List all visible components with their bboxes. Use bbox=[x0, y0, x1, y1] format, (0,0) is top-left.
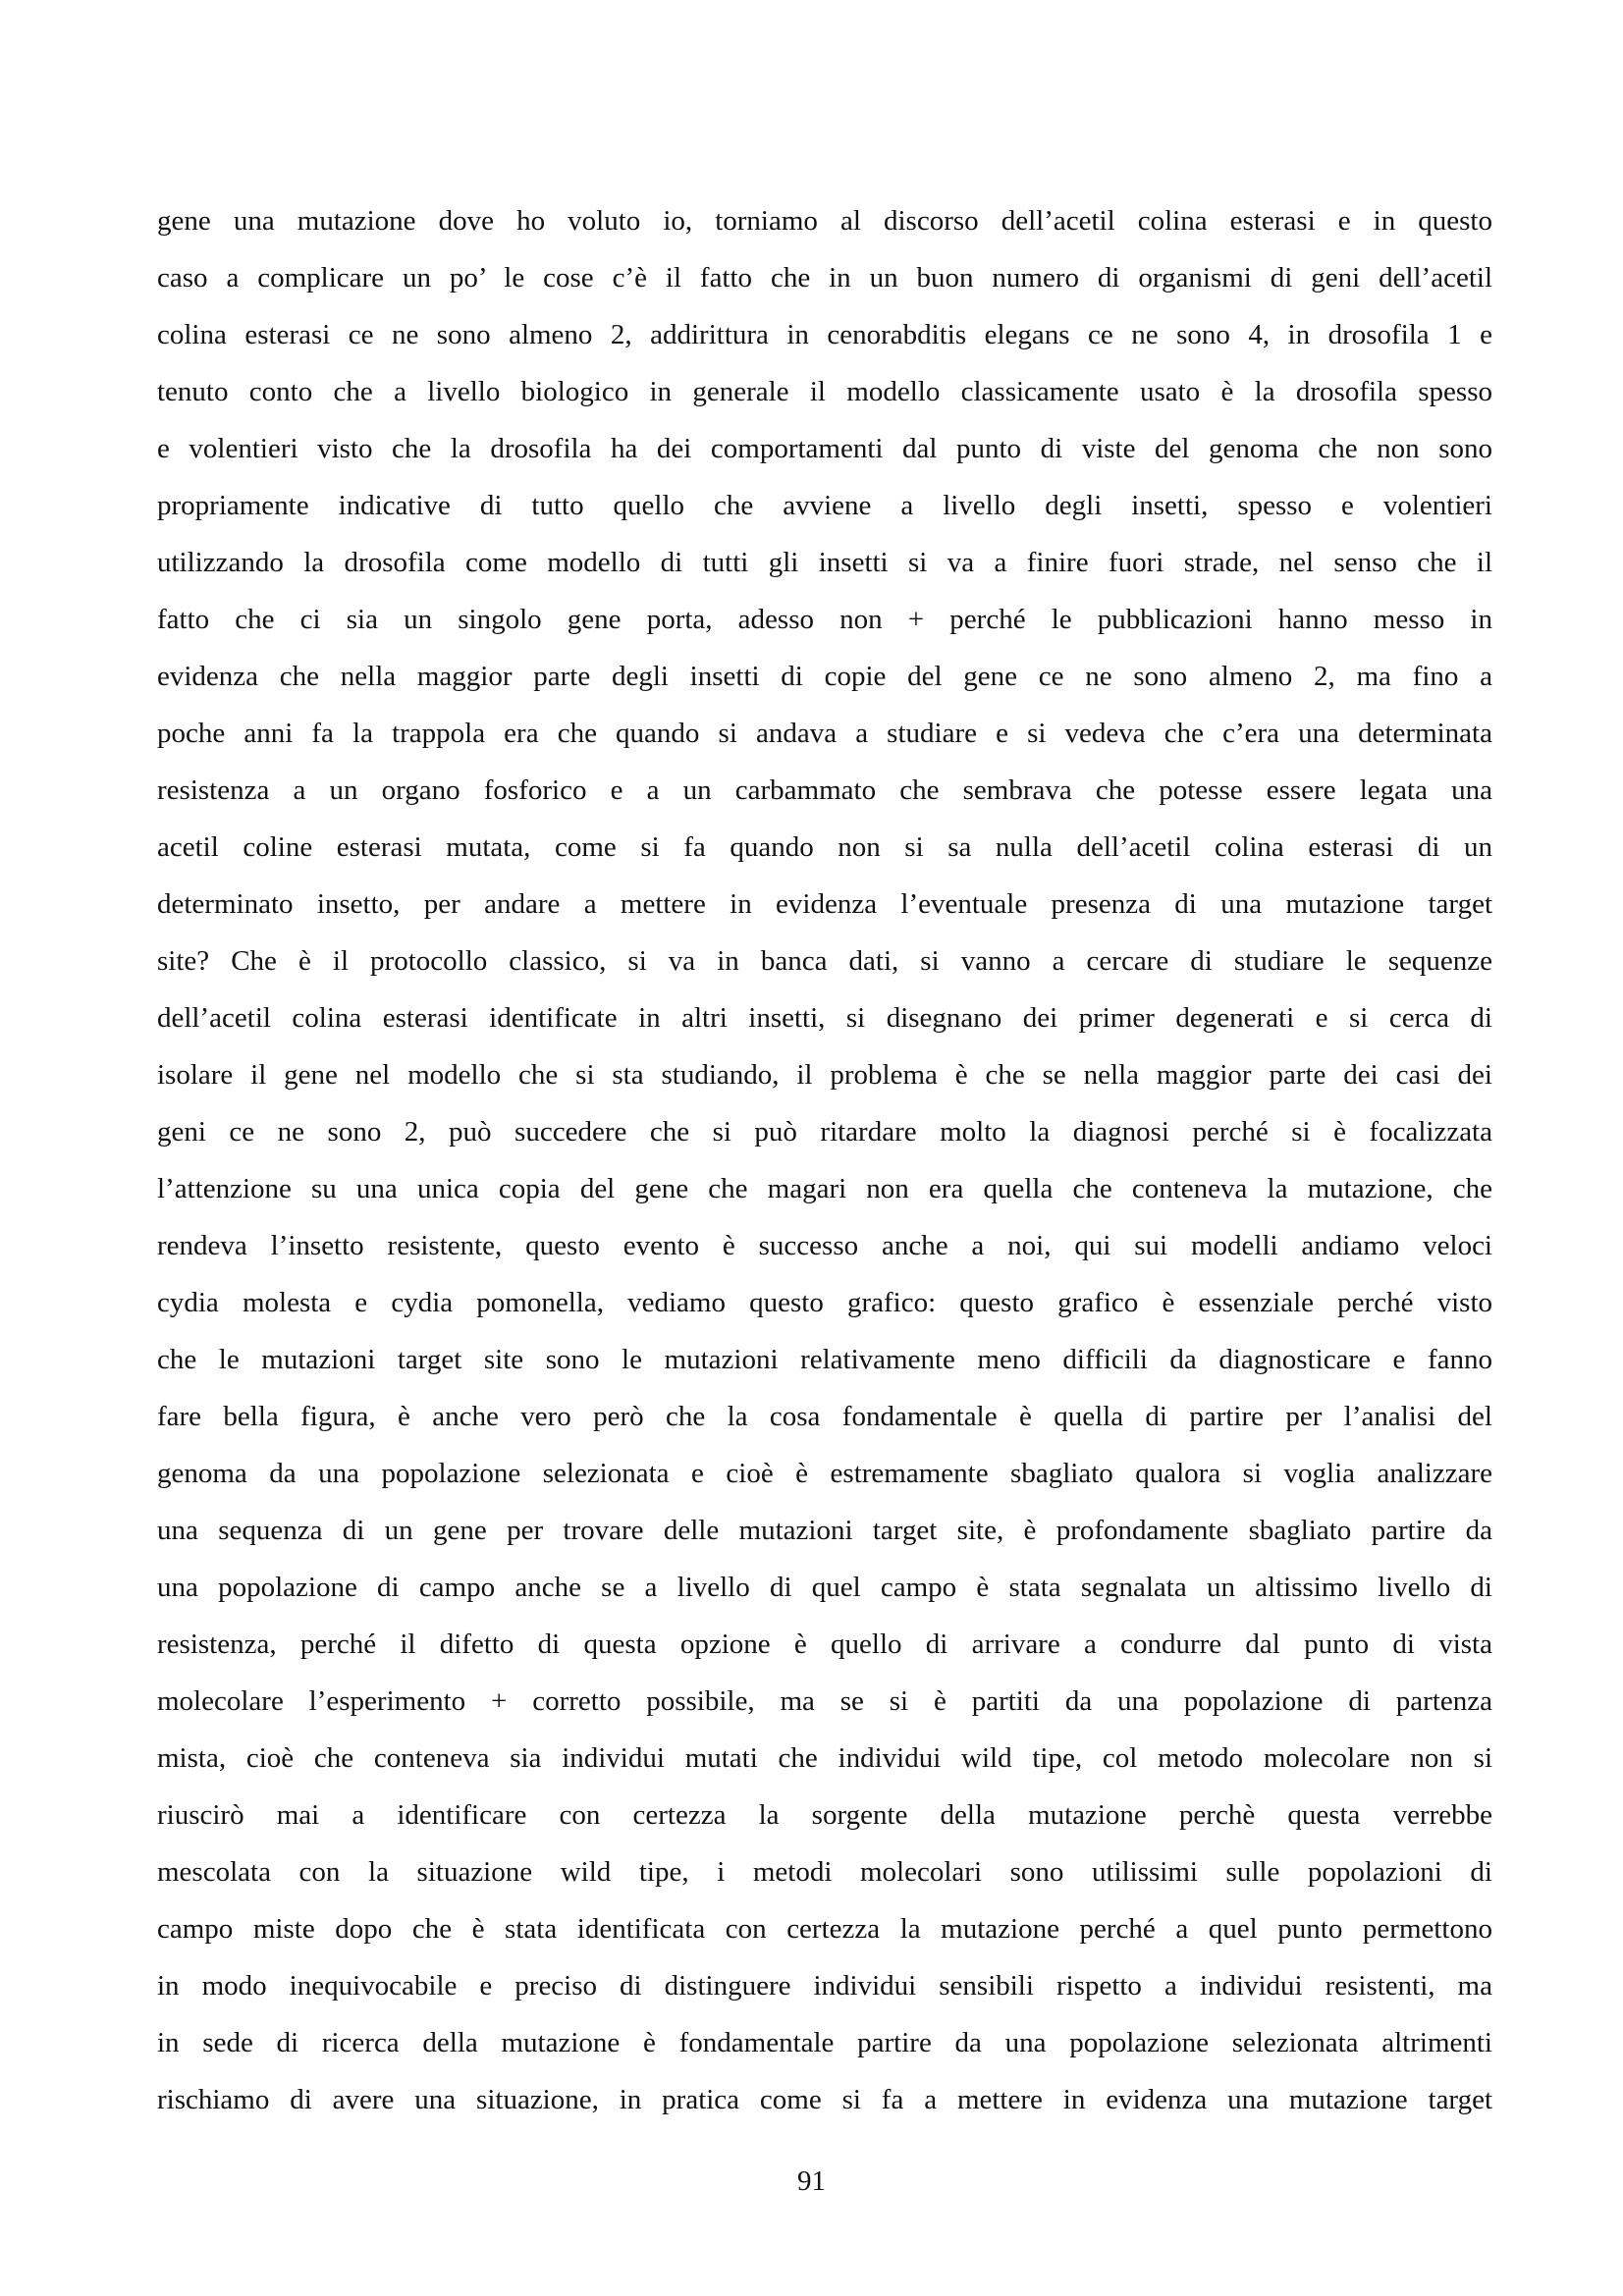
text-line: utilizzando la drosofila come modello di tutti gli insetti si va a finire fuori strade, nel senso che il bbox=[157, 547, 1492, 578]
text-line: gene una mutazione dove ho voluto io, torniamo al discorso dell’acetil colina esterasi e in questo bbox=[157, 205, 1492, 237]
text-line: rischiamo di avere una situazione, in pratica come si fa a mettere in evidenza una mutazione target bbox=[157, 2084, 1492, 2115]
text-line: acetil coline esterasi mutata, come si fa quando non si sa nulla dell’acetil colina esterasi di un bbox=[157, 831, 1492, 863]
text-line: una popolazione di campo anche se a livello di quel campo è stata segnalata un altissimo livello di bbox=[157, 1572, 1492, 1603]
text-line: una sequenza di un gene per trovare delle mutazioni target site, è profondamente sbagliato partire da bbox=[157, 1515, 1492, 1546]
text-line: riuscirò mai a identificare con certezza la sorgente della mutazione perchè questa verrebbe bbox=[157, 1799, 1492, 1831]
text-line: in sede di ricerca della mutazione è fondamentale partire da una popolazione selezionata altrimenti bbox=[157, 2027, 1492, 2058]
text-line: cydia molesta e cydia pomonella, vediamo questo grafico: questo grafico è essenziale perché visto bbox=[157, 1287, 1492, 1318]
text-line: evidenza che nella maggior parte degli insetti di copie del gene ce ne sono almeno 2, ma fino a bbox=[157, 661, 1492, 692]
text-line: propriamente indicative di tutto quello che avviene a livello degli insetti, spesso e volentieri bbox=[157, 490, 1492, 521]
text-line: colina esterasi ce ne sono almeno 2, addirittura in cenorabditis elegans ce ne sono 4, in drosofila 1 e bbox=[157, 319, 1492, 350]
text-line: resistenza a un organo fosforico e a un carbammato che sembrava che potesse essere legata una bbox=[157, 774, 1492, 806]
text-line: genoma da una popolazione selezionata e cioè è estremamente sbagliato qualora si voglia analizzare bbox=[157, 1458, 1492, 1489]
text-line: che le mutazioni target site sono le mutazioni relativamente meno difficili da diagnosticare e fanno bbox=[157, 1344, 1492, 1375]
text-line: molecolare l’esperimento + corretto possibile, ma se si è partiti da una popolazione di partenza bbox=[157, 1685, 1492, 1717]
text-line: mescolata con la situazione wild tipe, i metodi molecolari sono utilissimi sulle popolazioni di bbox=[157, 1856, 1492, 1888]
page-number: 91 bbox=[797, 2165, 826, 2197]
text-line: e volentieri visto che la drosofila ha dei comportamenti dal punto di viste del genoma che non sono bbox=[157, 433, 1492, 464]
text-line: dell’acetil colina esterasi identificate in altri insetti, si disegnano dei primer degenerati e si cerca di bbox=[157, 1002, 1492, 1034]
text-line: caso a complicare un po’ le cose c’è il fatto che in un buon numero di organismi di geni dell’acetil bbox=[157, 262, 1492, 294]
text-line: geni ce ne sono 2, può succedere che si può ritardare molto la diagnosi perché si è focalizzata bbox=[157, 1116, 1492, 1148]
text-line: fare bella figura, è anche vero però che la cosa fondamentale è quella di partire per l’analisi del bbox=[157, 1401, 1492, 1432]
text-line: mista, cioè che conteneva sia individui mutati che individui wild tipe, col metodo molecolare non si bbox=[157, 1742, 1492, 1774]
text-line: campo miste dopo che è stata identificata con certezza la mutazione perché a quel punto permettono bbox=[157, 1913, 1492, 1945]
text-line: isolare il gene nel modello che si sta studiando, il problema è che se nella maggior parte dei casi dei bbox=[157, 1059, 1492, 1091]
text-line: site? Che è il protocollo classico, si va in banca dati, si vanno a cercare di studiare le sequenze bbox=[157, 945, 1492, 977]
text-line: l’attenzione su una unica copia del gene che magari non era quella che conteneva la mutazione, che bbox=[157, 1173, 1492, 1204]
text-line: fatto che ci sia un singolo gene porta, adesso non + perché le pubblicazioni hanno messo in bbox=[157, 604, 1492, 635]
body-text bbox=[157, 192, 1492, 2128]
text-line: rendeva l’insetto resistente, questo evento è successo anche a noi, qui sui modelli andiamo veloci bbox=[157, 1230, 1492, 1261]
text-line: in modo inequivocabile e preciso di distinguere individui sensibili rispetto a individui resistenti, ma bbox=[157, 1970, 1492, 2002]
text-line: resistenza, perché il difetto di questa opzione è quello di arrivare a condurre dal punto di vista bbox=[157, 1629, 1492, 1660]
text-line: poche anni fa la trappola era che quando si andava a studiare e si vedeva che c’era una determinata bbox=[157, 718, 1492, 749]
text-line: determinato insetto, per andare a mettere in evidenza l’eventuale presenza di una mutazione target bbox=[157, 888, 1492, 920]
text-line: tenuto conto che a livello biologico in generale il modello classicamente usato è la drosofila spesso bbox=[157, 376, 1492, 407]
